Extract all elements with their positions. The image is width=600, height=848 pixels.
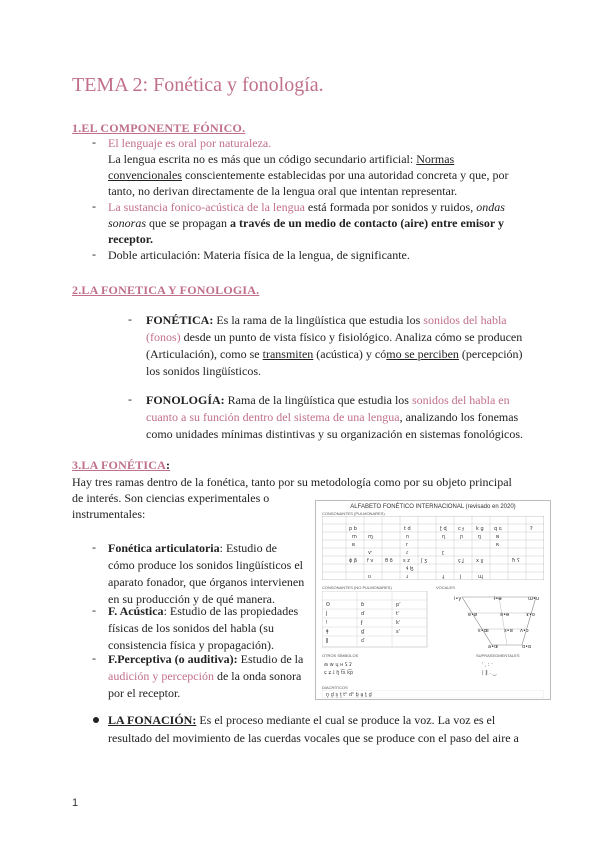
- svg-text:ʍ w ɥ ʜ ʢ ʡ: ʍ w ɥ ʜ ʢ ʡ: [324, 662, 352, 668]
- svg-text:ç ʝ: ç ʝ: [458, 558, 464, 564]
- svg-text:x ɣ: x ɣ: [476, 558, 484, 564]
- articulatoria-line-4: en su producción y de qué manera.: [108, 592, 275, 606]
- fonacion-line-2: resultado del movimiento de las cuerdas vocales que se produce con el paso del aire a: [108, 731, 519, 745]
- text: La lengua escrita no es más que un código secundario artificial:: [108, 152, 417, 166]
- svg-text:ʋ: ʋ: [368, 574, 371, 580]
- svg-text:ħ ʕ: ħ ʕ: [512, 558, 520, 564]
- acustica-line-3: consistencia física y propagación).: [108, 638, 274, 652]
- svg-text:sʼ: sʼ: [396, 629, 401, 635]
- ipa-chart-subtitle: OTROS SÍMBOLOS: [322, 653, 359, 658]
- section-heading-3: [72, 458, 170, 473]
- text: ondas: [476, 200, 505, 214]
- bullet-dash: -: [92, 135, 96, 149]
- svg-text:p b: p b: [349, 526, 357, 532]
- perceptiva-line-3: por el receptor.: [108, 686, 181, 700]
- svg-text:ʔ: ʔ: [530, 526, 533, 532]
- s1-bullet-2-line-2: [108, 215, 504, 232]
- svg-text:n̥ d̥ s̬ t̬ tʰ dʰ b̤ a̤ t̪: n̥ d̥ s̬ t̬ tʰ dʰ b̤ a̤ t̪ d̪: [326, 692, 372, 698]
- text: sonoras: [108, 216, 147, 230]
- fonetica-line-4: los sonidos lingüísticos.: [146, 364, 262, 378]
- svg-text:ǁ: ǁ: [326, 638, 329, 644]
- text: transmiten: [262, 347, 314, 361]
- text: : Estudio de: [219, 541, 277, 555]
- svg-text:ɱ: ɱ: [368, 534, 373, 540]
- svg-text:| ‖ . ‿: | ‖ . ‿: [482, 670, 497, 676]
- bullet-dash: -: [92, 603, 96, 617]
- text: F.Perceptiva (o auditiva):: [108, 652, 238, 666]
- svg-text:ʙ: ʙ: [352, 542, 355, 548]
- s1-bullet-2-line-3: receptor.: [108, 232, 153, 246]
- ipa-chart-subtitle: VOCALES: [436, 585, 455, 590]
- svg-text:ʘ: ʘ: [326, 602, 330, 608]
- svg-text:ɸ β: ɸ β: [349, 558, 358, 564]
- text: :: [165, 458, 171, 472]
- fonologia-label: FONOLOGÍA:: [146, 393, 225, 407]
- svg-text:r: r: [406, 542, 409, 548]
- text: audición y percepción: [108, 669, 214, 683]
- text: , analizando los fonemas: [399, 410, 519, 424]
- articulatoria-line-3: aparato fonador, que órganos intervienen: [108, 575, 305, 589]
- svg-text:ʀ: ʀ: [496, 542, 500, 548]
- ipa-chart-subtitle: CONSONANTES (PULMONARES): [322, 511, 385, 516]
- bullet-dash: -: [92, 651, 96, 665]
- ipa-chart-subtitle: SUPRASEGMENTALES: [476, 653, 520, 658]
- text: conscientemente establecidas por una autoridad concreta y que, por: [181, 168, 509, 182]
- svg-text:ǀ: ǀ: [326, 611, 328, 617]
- s1-bullet-1-line-1: [108, 151, 454, 168]
- svg-text:pʼ: pʼ: [396, 602, 401, 608]
- text: (Articulación), como se: [146, 347, 263, 361]
- text: Normas: [416, 152, 455, 166]
- text: Rama de la lingüística que estudia los: [224, 393, 412, 407]
- s3-intro-2: de interés. Son ciencias experimentales o: [72, 491, 270, 505]
- svg-text:ɨ•ʉ: ɨ•ʉ: [494, 596, 502, 602]
- fonologia-line-1: [146, 392, 510, 409]
- s1-bullet-1: El lenguaje es oral por naturaleza.: [108, 136, 272, 150]
- svg-text:q ɢ: q ɢ: [494, 526, 502, 532]
- acustica-line-1: [108, 603, 298, 620]
- bullet-dash: -: [92, 540, 96, 554]
- text: (acústica) y có: [313, 347, 387, 361]
- fonologia-line-3: como unidades mínimas distintivas y su organización en sistemas fonológicos.: [146, 427, 524, 441]
- fonetica-line-3: [146, 346, 523, 363]
- fonetica-line-1: [146, 312, 507, 329]
- svg-text:ɬ ɮ: ɬ ɮ: [406, 566, 414, 572]
- text: a través de un medio de contacto (aire) entre emisor y: [230, 216, 504, 230]
- section-heading-2: 2.LA FONETICA Y FONOLOGIA.: [72, 283, 260, 297]
- svg-text:ɓ: ɓ: [361, 602, 365, 608]
- svg-text:ⱱ: ⱱ: [368, 550, 372, 556]
- svg-text:f v: f v: [367, 558, 374, 564]
- svg-text:ɾ: ɾ: [406, 550, 409, 556]
- svg-text:kʼ: kʼ: [396, 620, 401, 626]
- acustica-line-2: físicas de los sonidos del habla (su: [108, 621, 274, 635]
- ipa-diacritics: [322, 690, 544, 698]
- svg-text:ɕ ʑ ɺ ɧ t͡s k͡p: ɕ ʑ ɺ ɧ t͡s k͡p: [324, 670, 354, 676]
- svg-text:ɠ: ɠ: [361, 629, 365, 635]
- bullet-dash: -: [92, 199, 96, 213]
- svg-text:ʄ: ʄ: [361, 620, 363, 626]
- section-heading-1: 1.EL COMPONENTE FÓNICO.: [72, 121, 246, 135]
- svg-text:j: j: [460, 574, 462, 580]
- ipa-chart-subtitle: DIACRÍTICOS: [322, 685, 348, 690]
- ipa-other-symbols: [322, 659, 544, 683]
- text: sonidos del habla: [423, 313, 507, 327]
- svg-text:n: n: [406, 534, 410, 540]
- text: desde un punto de vista físico y fisiológico. Analiza cómo se producen: [180, 330, 523, 344]
- svg-text:k ɡ: k ɡ: [476, 526, 484, 532]
- svg-text:e•ø: e•ø: [468, 612, 478, 618]
- text: F. Acústica: [108, 604, 164, 618]
- text: Es la rama de la lingüística que estudia los: [213, 313, 424, 327]
- svg-text:ɰ: ɰ: [478, 574, 483, 580]
- ipa-chart-image: [315, 500, 551, 700]
- s1-bullet-1-line-2: [108, 167, 509, 184]
- page-number: 1: [72, 797, 79, 809]
- svg-text:ʈ ɖ: ʈ ɖ: [440, 526, 447, 532]
- svg-text:ɛ•œ: ɛ•œ: [478, 628, 489, 634]
- text: mo se perciben: [386, 347, 459, 361]
- page-title: TEMA 2: Fonética y fonología.: [72, 74, 324, 96]
- svg-text:ɜ•ɞ: ɜ•ɞ: [504, 628, 513, 634]
- svg-text:ɳ: ɳ: [442, 534, 446, 540]
- text: : Estudio de las propiedades: [163, 604, 299, 618]
- text: Es el proceso mediante el cual se produce la voz. La voz es el: [196, 713, 496, 727]
- svg-text:ˈ ˌ ː ˑ: ˈ ˌ ː ˑ: [482, 662, 493, 668]
- svg-text:ǃ: ǃ: [326, 620, 328, 626]
- text: está formada por sonidos y ruidos,: [304, 200, 477, 214]
- s3-intro-1: Hay tres ramas dentro de la fonética, tanto por su metodología como por su objeto principal: [72, 475, 512, 489]
- svg-text:c ɟ: c ɟ: [458, 526, 464, 532]
- svg-text:ʃ ʒ: ʃ ʒ: [421, 558, 428, 564]
- svg-text:ɽ: ɽ: [442, 550, 445, 556]
- svg-text:ɑ•ɒ: ɑ•ɒ: [522, 644, 532, 649]
- articulatoria-line-2: cómo produce los sonidos lingüísticos el: [108, 558, 303, 572]
- ipa-chart-title: ALFABETO FONÉTICO INTERNACIONAL (revisado en 2020): [350, 504, 516, 510]
- svg-text:a•ɶ: a•ɶ: [488, 644, 499, 649]
- fonetica-label: FONÉTICA:: [146, 313, 214, 327]
- ipa-secondary-tables: [322, 591, 544, 649]
- text: La sustancia fonico-acústica de la lengua: [108, 200, 305, 214]
- svg-text:m: m: [352, 534, 357, 540]
- text: (fonos): [146, 330, 181, 344]
- s1-bullet-1-line-3: tanto, no derivan directamente de la lengua oral que intentan representar.: [108, 184, 458, 198]
- svg-text:tʼ: tʼ: [396, 611, 400, 617]
- text: Estudio de la: [237, 652, 304, 666]
- text: convencionales: [108, 168, 182, 182]
- fonacion-line-1: [108, 712, 495, 729]
- bullet-dash: -: [128, 392, 132, 406]
- svg-text:θ ð: θ ð: [385, 558, 393, 564]
- bullet-dash: -: [128, 312, 132, 326]
- svg-text:ɗ: ɗ: [361, 611, 365, 617]
- text: sonidos del habla en: [411, 393, 510, 407]
- bullet-dot: [92, 716, 100, 724]
- svg-text:i•y: i•y: [454, 596, 462, 602]
- svg-text:ɴ: ɴ: [496, 534, 500, 540]
- s1-bullet-2-line-1: [108, 199, 505, 216]
- svg-text:ǂ: ǂ: [326, 629, 329, 635]
- svg-text:ɤ•o: ɤ•o: [526, 612, 535, 618]
- svg-text:ɯ•u: ɯ•u: [528, 596, 539, 602]
- text: cuanto a su función dentro del sistema de una lengua: [146, 410, 400, 424]
- svg-text:ʌ•ɔ: ʌ•ɔ: [520, 628, 529, 634]
- svg-text:t d: t d: [404, 526, 411, 532]
- text: (percepción): [458, 347, 523, 361]
- text: Fonética articulatoria: [108, 541, 220, 555]
- s1-bullet-3: Doble articulación: Materia física de la lengua, de significante.: [108, 248, 410, 262]
- fonacion-label: LA FONACIÓN:: [108, 713, 197, 727]
- perceptiva-line-1: [108, 651, 303, 668]
- fonetica-line-2: [146, 329, 522, 346]
- svg-text:ʛ: ʛ: [361, 638, 365, 644]
- ipa-consonant-grid: [322, 516, 544, 580]
- svg-text:ɹ: ɹ: [406, 574, 409, 580]
- svg-text:s z: s z: [403, 558, 410, 564]
- fonologia-line-2: [146, 409, 518, 426]
- svg-text:ɘ•ɵ: ɘ•ɵ: [500, 612, 510, 618]
- text: que se propagan: [146, 216, 230, 230]
- svg-text:ŋ: ŋ: [478, 534, 482, 540]
- articulatoria-line-1: [108, 540, 277, 557]
- ipa-chart-subtitle: CONSONANTES (NO PULMONARES): [322, 585, 392, 590]
- text: de la onda sonora: [213, 669, 302, 683]
- text: 3.LA FONÉTICA: [72, 458, 166, 472]
- s3-intro-3: instrumentales:: [72, 507, 146, 521]
- svg-text:ɻ: ɻ: [442, 574, 445, 580]
- svg-text:ɲ: ɲ: [460, 534, 464, 540]
- perceptiva-line-2: [108, 668, 301, 685]
- bullet-dash: -: [92, 247, 96, 261]
